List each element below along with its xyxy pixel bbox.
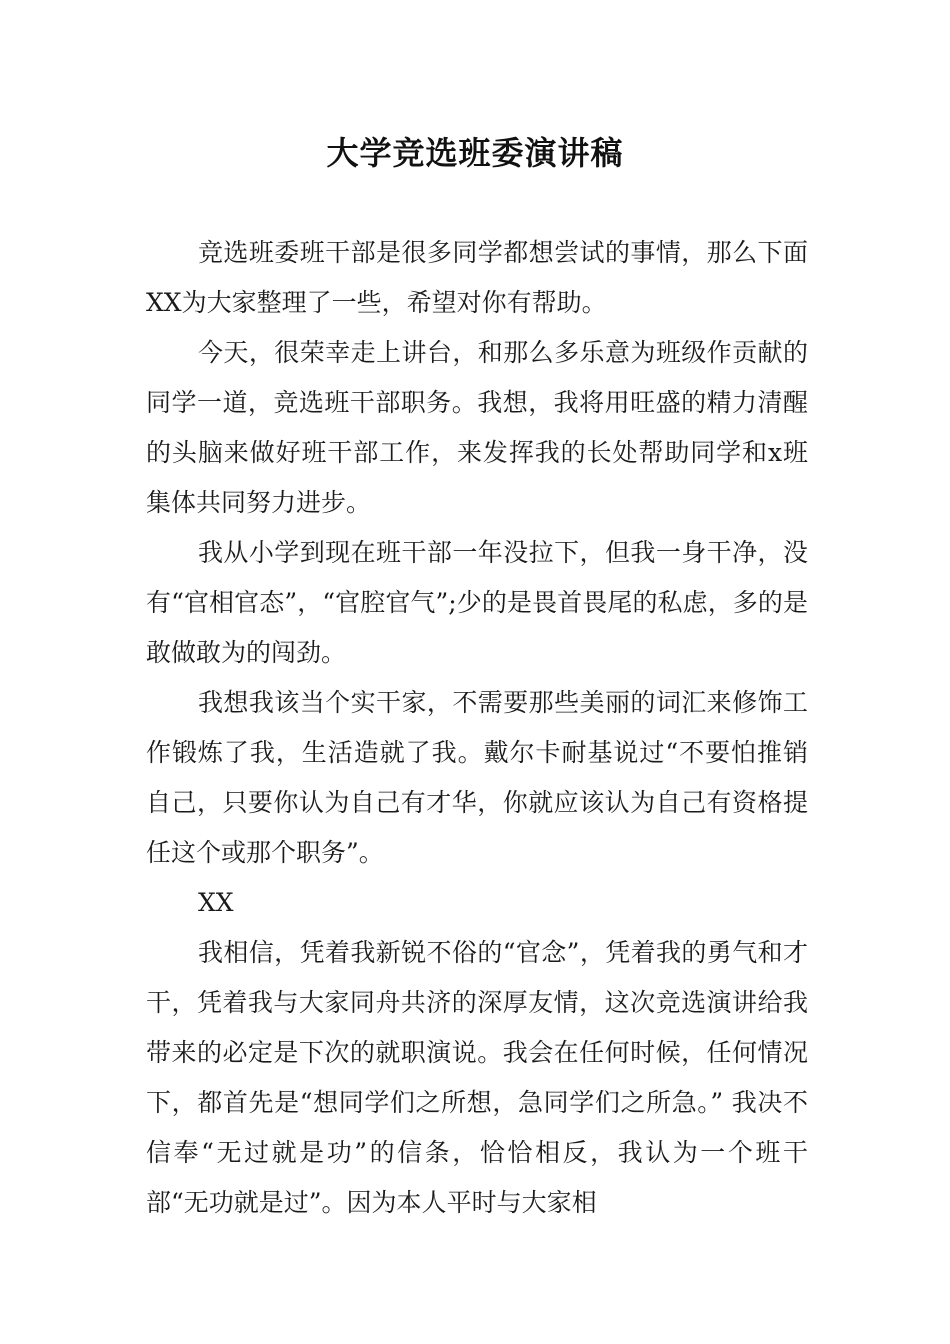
paragraph-carnegie-quote: 我想我该当个实干家，不需要那些美丽的词汇来修饰工作锻炼了我，生活造就了我。戴尔卡耐基说过“不要怕推销自己，只要你认为自己有才华，你就应该认为自己有资格提任这个或那个职务”。	[146, 688, 808, 867]
document-title: 大学竞选班委演讲稿	[326, 134, 624, 172]
paragraph-placeholder: XX	[198, 888, 234, 917]
paragraph-intro: 竞选班委班干部是很多同学都想尝试的事情，那么下面XX为大家整理了一些，希望对你有帮助。	[146, 238, 808, 317]
paragraph-experience: 我从小学到现在班干部一年没拉下，但我一身干净，没有“官相官态”，“官腔官气”;少的是畏首畏尾的私虑，多的是敢做敢为的闯劲。	[146, 538, 808, 667]
paragraph-opening: 今天，很荣幸走上讲台，和那么多乐意为班级作贡献的同学一道，竞选班干部职务。我想，我将用旺盛的精力清醒的头脑来做好班干部工作，来发挥我的长处帮助同学和x班集体共同努力进步。	[146, 338, 808, 517]
document-body	[146, 228, 808, 1228]
paragraph-belief: 我相信，凭着我新锐不俗的“官念”，凭着我的勇气和才干，凭着我与大家同舟共济的深厚友情，这次竞选演讲给我带来的必定是下次的就职演说。我会在任何时候，任何情况下，都首先是“想同学们之所想，急同学们之所急。” 我决不信奉“无过就是功”的信条，恰恰相反，我认为一个班干部“无功就是过”。因为本人平时与大家相	[146, 938, 808, 1217]
